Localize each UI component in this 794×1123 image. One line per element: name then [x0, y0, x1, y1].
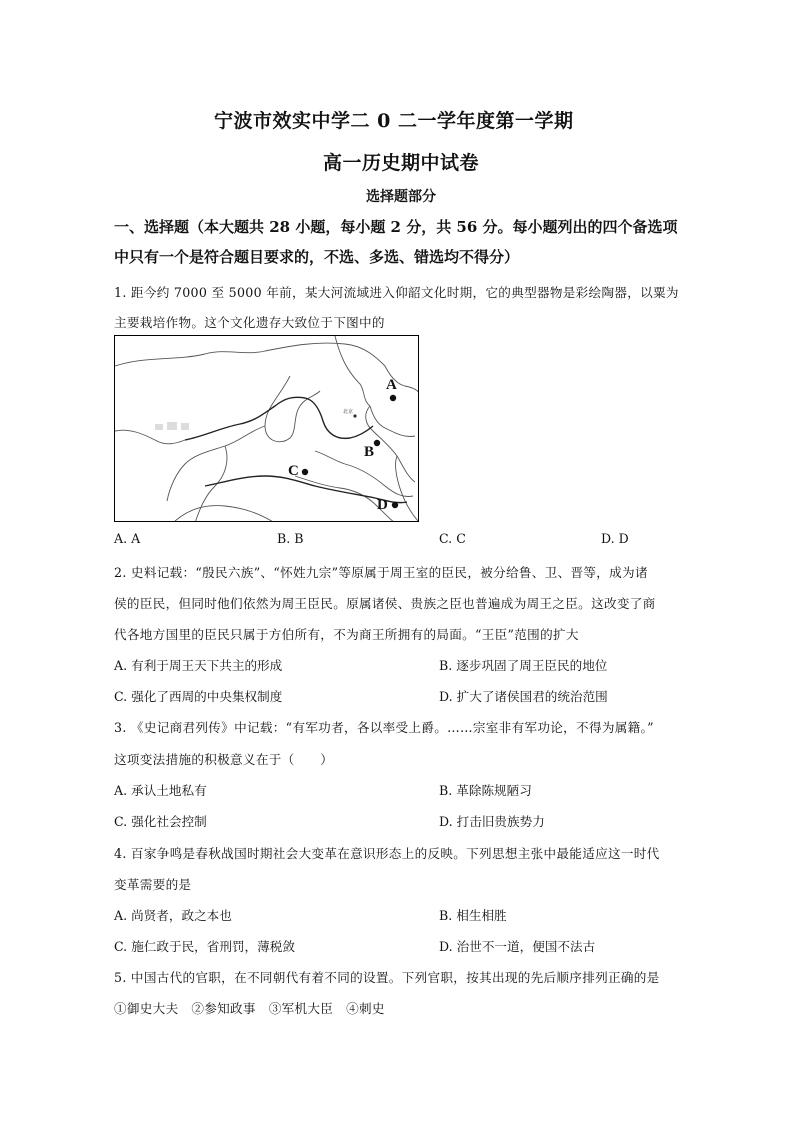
- question-5-line1: 5. 中国古代的官职，在不同朝代有着不同的设置。下列官职，按其出现的先后顺序排列正确的是: [114, 970, 660, 985]
- map-outline: [115, 336, 419, 522]
- question-1-option-c[interactable]: C. C: [439, 531, 466, 546]
- map-label-a: A: [386, 377, 397, 393]
- question-2-line3: 代各地方国里的臣民只属于方伯所有，不为商王所拥有的局面。“王臣”范围的扩大: [114, 627, 579, 642]
- question-3-option-d[interactable]: D. 打击旧贵族势力: [439, 814, 545, 829]
- question-1-option-d[interactable]: D. D: [601, 531, 629, 546]
- map-label-d: D: [377, 497, 388, 513]
- map-label-c: C: [288, 463, 299, 479]
- question-2-option-c[interactable]: C. 强化了西周的中央集权制度: [114, 689, 283, 704]
- question-1-line2: 主要栽培作物。这个文化遗存大致位于下图中的: [114, 315, 385, 330]
- question-3-line2: 这项变法措施的积极意义在于（ ）: [114, 752, 334, 767]
- question-3-option-a[interactable]: A. 承认土地私有: [114, 783, 207, 798]
- map-label-b: B: [364, 444, 375, 460]
- question-4-line1: 4. 百家争鸣是春秋战国时期社会大变革在意识形态上的反映。下列思想主张中最能适应这一时代: [114, 846, 660, 861]
- question-2-option-d[interactable]: D. 扩大了诸侯国君的统治范围: [439, 689, 608, 704]
- map-city-label: 北京: [343, 409, 354, 415]
- question-1-option-b[interactable]: B. B: [277, 531, 304, 546]
- question-4-option-c[interactable]: C. 施仁政于民，省刑罚，薄税敛: [114, 939, 295, 954]
- part-heading: 选择题部分: [366, 189, 436, 205]
- question-2-line1: 2. 史料记载：“殷民六族”、“怀姓九宗”等原属于周王室的臣民，被分给鲁、卫、晋等，成为诸: [114, 565, 648, 580]
- section-instructions-line2: 中只有一个是符合题目要求的，不选、多选、错选均不得分）: [114, 248, 520, 266]
- question-3-option-c[interactable]: C. 强化社会控制: [114, 814, 207, 829]
- question-3-line1: 3. 《史记商君列传》中记载：“有军功者，各以率受上爵。……宗室非有军功论，不得为属籍。”: [114, 720, 654, 735]
- china-map-figure: [114, 335, 419, 522]
- question-3-option-b[interactable]: B. 革除陈规陋习: [439, 783, 532, 798]
- question-4-option-d[interactable]: D. 治世不一道，便国不法古: [439, 939, 596, 954]
- question-2-option-a[interactable]: A. 有利于周王天下共主的形成: [114, 658, 283, 673]
- question-5-line2: ①御史大夫 ②参知政事 ③军机大臣 ④刺史: [114, 1001, 385, 1016]
- question-1-option-a[interactable]: A. A: [114, 531, 141, 546]
- section-instructions-line1: 一、选择题（本大题共 28 小题，每小题 2 分，共 56 分。每小题列出的四个备选项: [114, 218, 678, 236]
- question-4-option-b[interactable]: B. 相生相胜: [439, 908, 507, 923]
- exam-subtitle: 高一历史期中试卷: [323, 152, 480, 174]
- question-2-option-b[interactable]: B. 逐步巩固了周王臣民的地位: [439, 658, 608, 673]
- question-1-line1: 1. 距今约 7000 至 5000 年前，某大河流域进入仰韶文化时期，它的典型器物是彩绘陶器，以粟为: [114, 285, 679, 300]
- question-4-line2: 变革需要的是: [114, 877, 192, 892]
- exam-title: 宁波市效实中学二 0 二一学年度第一学期: [214, 110, 574, 132]
- question-4-option-a[interactable]: A. 尚贤者，政之本也: [114, 908, 232, 923]
- question-2-line2: 侯的臣民，但同时他们依然为周王臣民。原属诸侯、贵族之臣也普遍成为周王之臣。这改变了商: [114, 596, 656, 611]
